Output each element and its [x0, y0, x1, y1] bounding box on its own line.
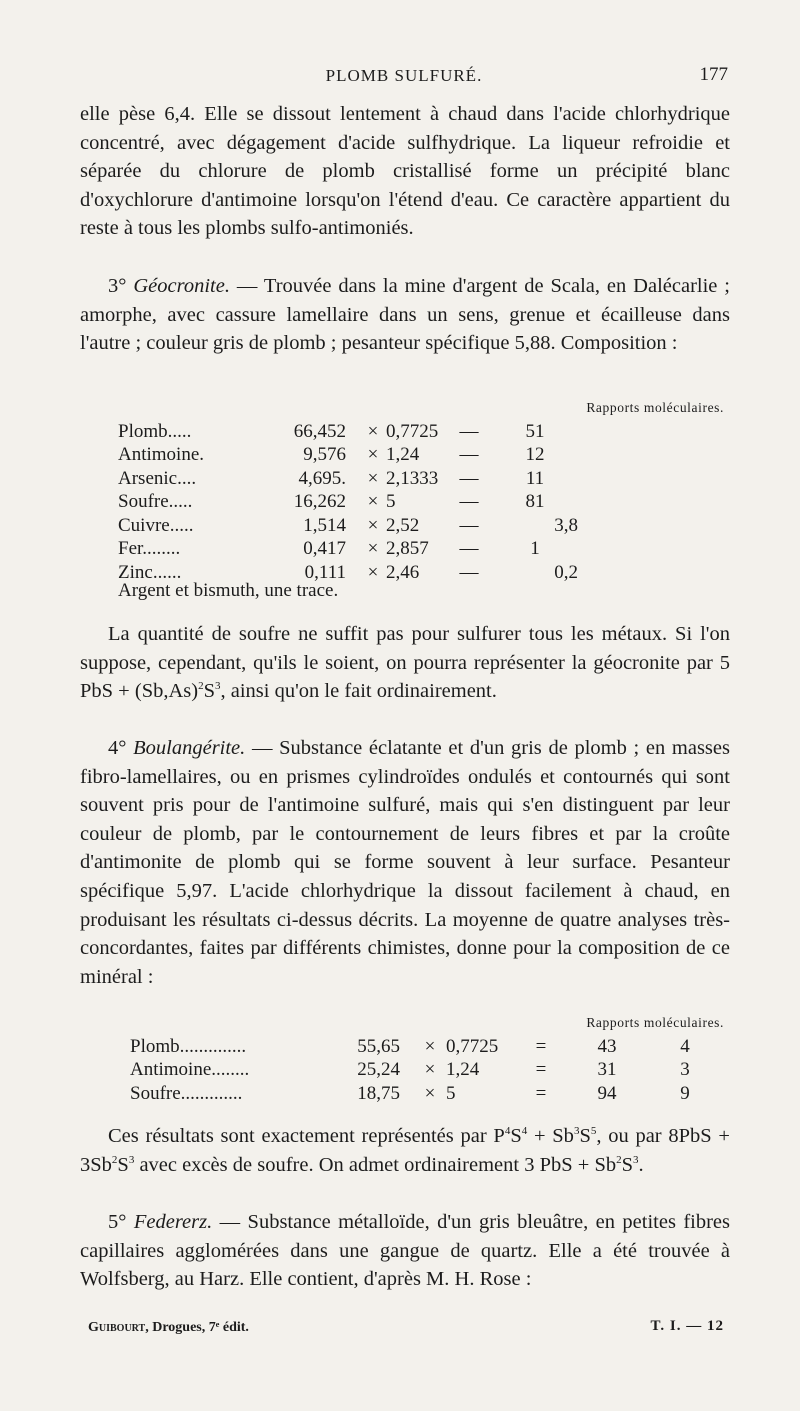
printer-signature: Guibourt, Drogues, 7ᵉ édit. [88, 1320, 249, 1335]
table-row: Antimoine........ 25,24 × 1,24 = 31 3 [130, 1059, 690, 1081]
paragraph-geocronite: 3° Géocronite. — Trouvée dans la mine d'argent de Scala, en Dalécarlie ; amorphe, avec cassure lamellaire dans un sens, grenue et écailleuse dans l'autre ; couleur gris de plomb ; pesanteur spécifique 5,88. Composition : [80, 275, 731, 355]
table-row: Fer........ 0,417 × 2,857 — 1 [118, 538, 540, 560]
table-row: Plomb.............. 55,65 × 0,7725 = 43 4 [130, 1035, 690, 1057]
section-number: 4° [108, 737, 127, 759]
table-header: Rapports moléculaires. [586, 400, 724, 415]
mineral-name: Federerz. [133, 1211, 213, 1233]
table-row: Zinc...... 0,111 × 2,46 — 0,2 [118, 561, 578, 583]
paragraph-5: Ces résultats sont exactement représentés par $P^4S^4 + Sb^3S^5$, ou par $8PbS + 3Sb^2S^3$ avec excès de soufre. On admet ordinairement 3 PbS + $Sb^2S^3$. [80, 1125, 730, 1176]
paragraph-boulangerite: 4° Boulangérite. — Substance éclatante et d'un gris de plomb ; en masses fibro-lamellaires, ou en prismes cylindroïdes ondulés et contournés qui sont souvent pris pour de l'antimoine sulfuré, mais qui s'en distinguent par leur couleur de plomb, par le contournement de leurs fibres et par la croûte d'antimonite de plomb qui se forme souvent à leur surface. Pesanteur spécifique 5,97. L'acide chlorhydrique la dissout facilement à chaud, en produisant les résultats ci-dessus décrits. La moyenne de quatre analyses très-concordantes, faites par différents chimistes, donne pour la composition de ce minéral : [80, 737, 730, 988]
mineral-name: Géocronite. [133, 275, 230, 297]
composition-table-boulangerite [80, 1015, 730, 1115]
table-row: Soufre..... 16,262 × 5 — 81 [118, 491, 545, 513]
section-number: 3° [108, 275, 127, 297]
mineral-name: Boulangérite. [133, 737, 246, 759]
running-title: PLOMB SULFURÉ. [325, 66, 483, 85]
composition-rows [130, 1035, 720, 1106]
table-header: Rapports moléculaires. [586, 1015, 724, 1030]
composition-table-geocronite [80, 400, 730, 610]
page-number: 177 [699, 64, 728, 85]
table-row: Plomb..... 66,452 × 0,7725 — 51 [118, 420, 545, 442]
composition-rows [118, 420, 584, 585]
table-row: Cuivre..... 1,514 × 2,52 — 3,8 [118, 514, 578, 536]
table-row: Antimoine. 9,576 × 1,24 — 12 [118, 444, 545, 466]
running-header [80, 62, 728, 90]
page-footer [88, 1318, 724, 1342]
paragraph-1: elle pèse 6,4. Elle se dissout lentement à chaud dans l'acide chlorhydrique concentré, avec dégagement d'acide sulfhydrique. La liqueur refroidie et séparée du chlorure de plomb cristallisé forme un précipité blanc d'oxychlorure d'antimoine lorsqu'on l'étend d'eau. Ce caractère appartient du reste à tous les plombs sulfo-antimoniés. [80, 103, 730, 240]
paragraph-federerz: 5° Federerz. — Substance métalloïde, d'un gris bleuâtre, en petites fibres capillaires agglomérées dans une gangue de quartz. Elle a été trouvée à Wolfsberg, au Harz. Elle contient, d'après M. H. Rose : [80, 1211, 731, 1291]
paragraph-3: La quantité de soufre ne suffit pas pour sulfurer tous les métaux. Si l'on suppose, cependant, qu'ils le soient, on pourra représenter la géocronite par 5 PbS + $(Sb,As)^2S^3$, ainsi qu'on le fait ordinairement. [80, 623, 730, 703]
table-row: Arsenic.... 4,695. × 2,1333 — 11 [118, 467, 545, 489]
trace-note: Argent et bismuth, une trace. [118, 580, 339, 601]
table-row: Soufre............. 18,75 × 5 = 94 9 [130, 1082, 690, 1104]
sheet-signature: T. I. — 12 [650, 1318, 724, 1334]
section-number: 5° [108, 1211, 127, 1233]
